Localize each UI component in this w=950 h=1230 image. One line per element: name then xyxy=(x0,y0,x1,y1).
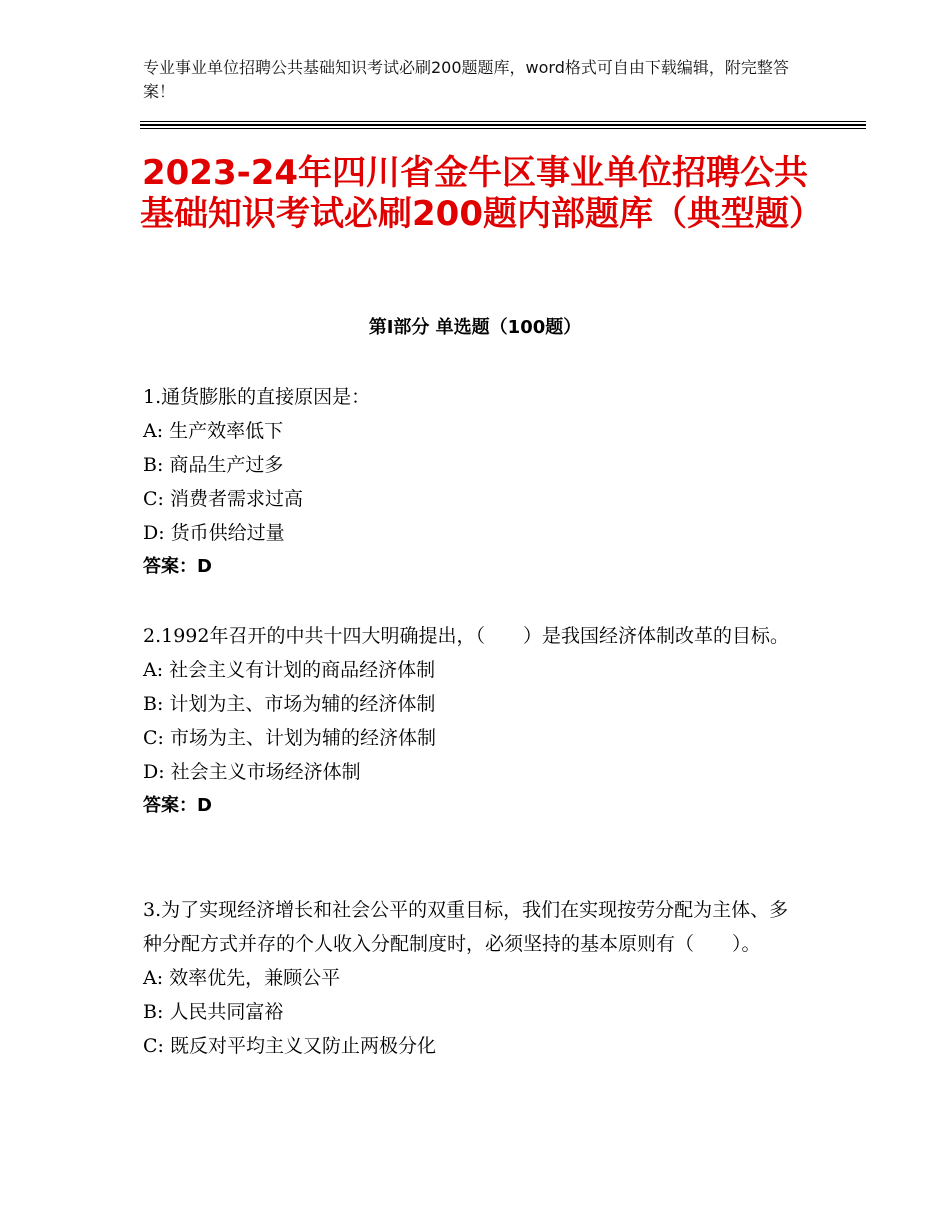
option-b: B: 人民共同富裕 xyxy=(143,1001,284,1023)
option-b: B: 商品生产过多 xyxy=(143,454,284,476)
header-rule-top xyxy=(140,121,866,122)
option-a: A: 效率优先，兼顾公平 xyxy=(143,967,341,989)
question-stem: 2.1992年召开的中共十四大明确提出，（ ）是我国经济体制改革的目标。 xyxy=(143,625,789,647)
option-b: B: 计划为主、市场为辅的经济体制 xyxy=(143,693,436,715)
question-2 xyxy=(143,619,803,823)
question-3 xyxy=(143,893,803,1063)
option-c: C: 既反对平均主义又防止两极分化 xyxy=(143,1035,436,1057)
question-stem: 1.通货膨胀的直接原因是： xyxy=(143,386,371,408)
option-a: A: 生产效率低下 xyxy=(143,420,284,442)
option-c: C: 市场为主、计划为辅的经济体制 xyxy=(143,727,436,749)
question-1 xyxy=(143,380,803,584)
option-d: D: 社会主义市场经济体制 xyxy=(143,761,361,783)
question-stem: 3.为了实现经济增长和社会公平的双重目标，我们在实现按劳分配为主体、多种分配方式并存的个人收入分配制度时，必须坚持的基本原则有（ ）。 xyxy=(143,899,789,955)
header-rule-middle xyxy=(140,124,866,126)
option-a: A: 社会主义有计划的商品经济体制 xyxy=(143,659,436,681)
option-c: C: 消费者需求过高 xyxy=(143,488,303,510)
document-title: 2023-24年四川省金牛区事业单位招聘公共基础知识考试必刷200题内部题库（典型题） xyxy=(140,153,823,234)
option-d: D: 货币供给过量 xyxy=(143,522,285,544)
answer: 答案：D xyxy=(143,556,212,577)
header-note: 专业事业单位招聘公共基础知识考试必刷200题题库，word格式可自由下载编辑，附完整答案！ xyxy=(143,58,789,101)
header-rule-bottom xyxy=(140,128,866,129)
answer: 答案：D xyxy=(143,795,212,816)
section-title: 第I部分 单选题（100题） xyxy=(368,317,582,338)
